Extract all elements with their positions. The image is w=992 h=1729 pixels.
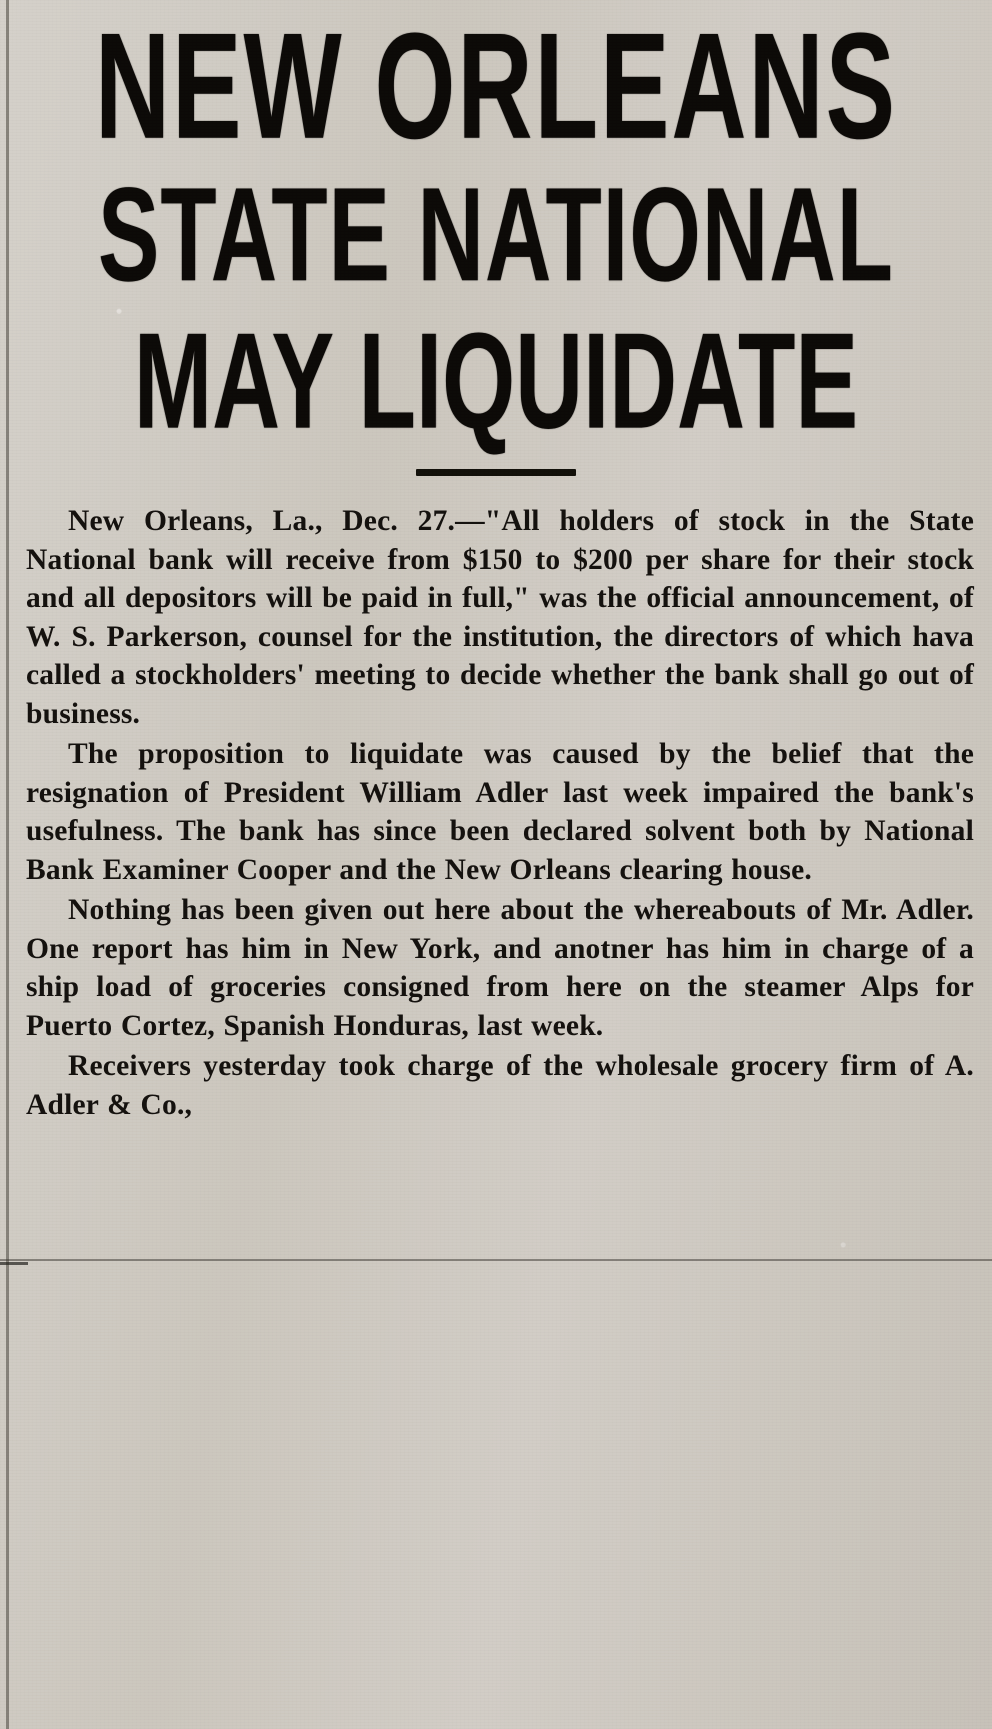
headline-line-2: STATE NATIONAL [98,161,894,310]
scan-artifact-mark [0,1262,28,1265]
article-paragraph: Nothing has been given out here about the whereabouts of Mr. Adler. One report has him in New York, and anotner has him in charge of a ship load of groceries consigned from here on the steamer Alps for Puerto Cortez, Spanish Honduras, last week. [26,894,974,1042]
article-paragraph: Receivers yesterday took charge of the wholesale grocery firm of A. Adler & Co., [26,1050,974,1121]
article-headline [0,2,992,457]
article-body [0,502,992,1124]
article-paragraph: The proposition to liquidate was caused by the belief that the resignation of President William Adler last week impaired the bank's usefulness. The bank has since been declared solvent both by National Bank Examiner Cooper and the New Orleans clearing house. [26,738,974,886]
article-paragraph: New Orleans, La., Dec. 27.—"All holders of stock in the State National bank will receive from $150 to $200 per share for their stock and all depositors will be paid in full," was the official announcement, of W. S. Parkerson, counsel for the institution, the directors of which hava called a stockholders' meeting to decide whether the bank shall go out of business. [26,505,974,730]
headline-line-1: NEW ORLEANS [95,2,897,172]
headline-line-3: MAY LIQUIDATE [133,304,859,457]
headline-divider-rule [416,469,576,476]
scan-artifact-line [0,1259,992,1261]
